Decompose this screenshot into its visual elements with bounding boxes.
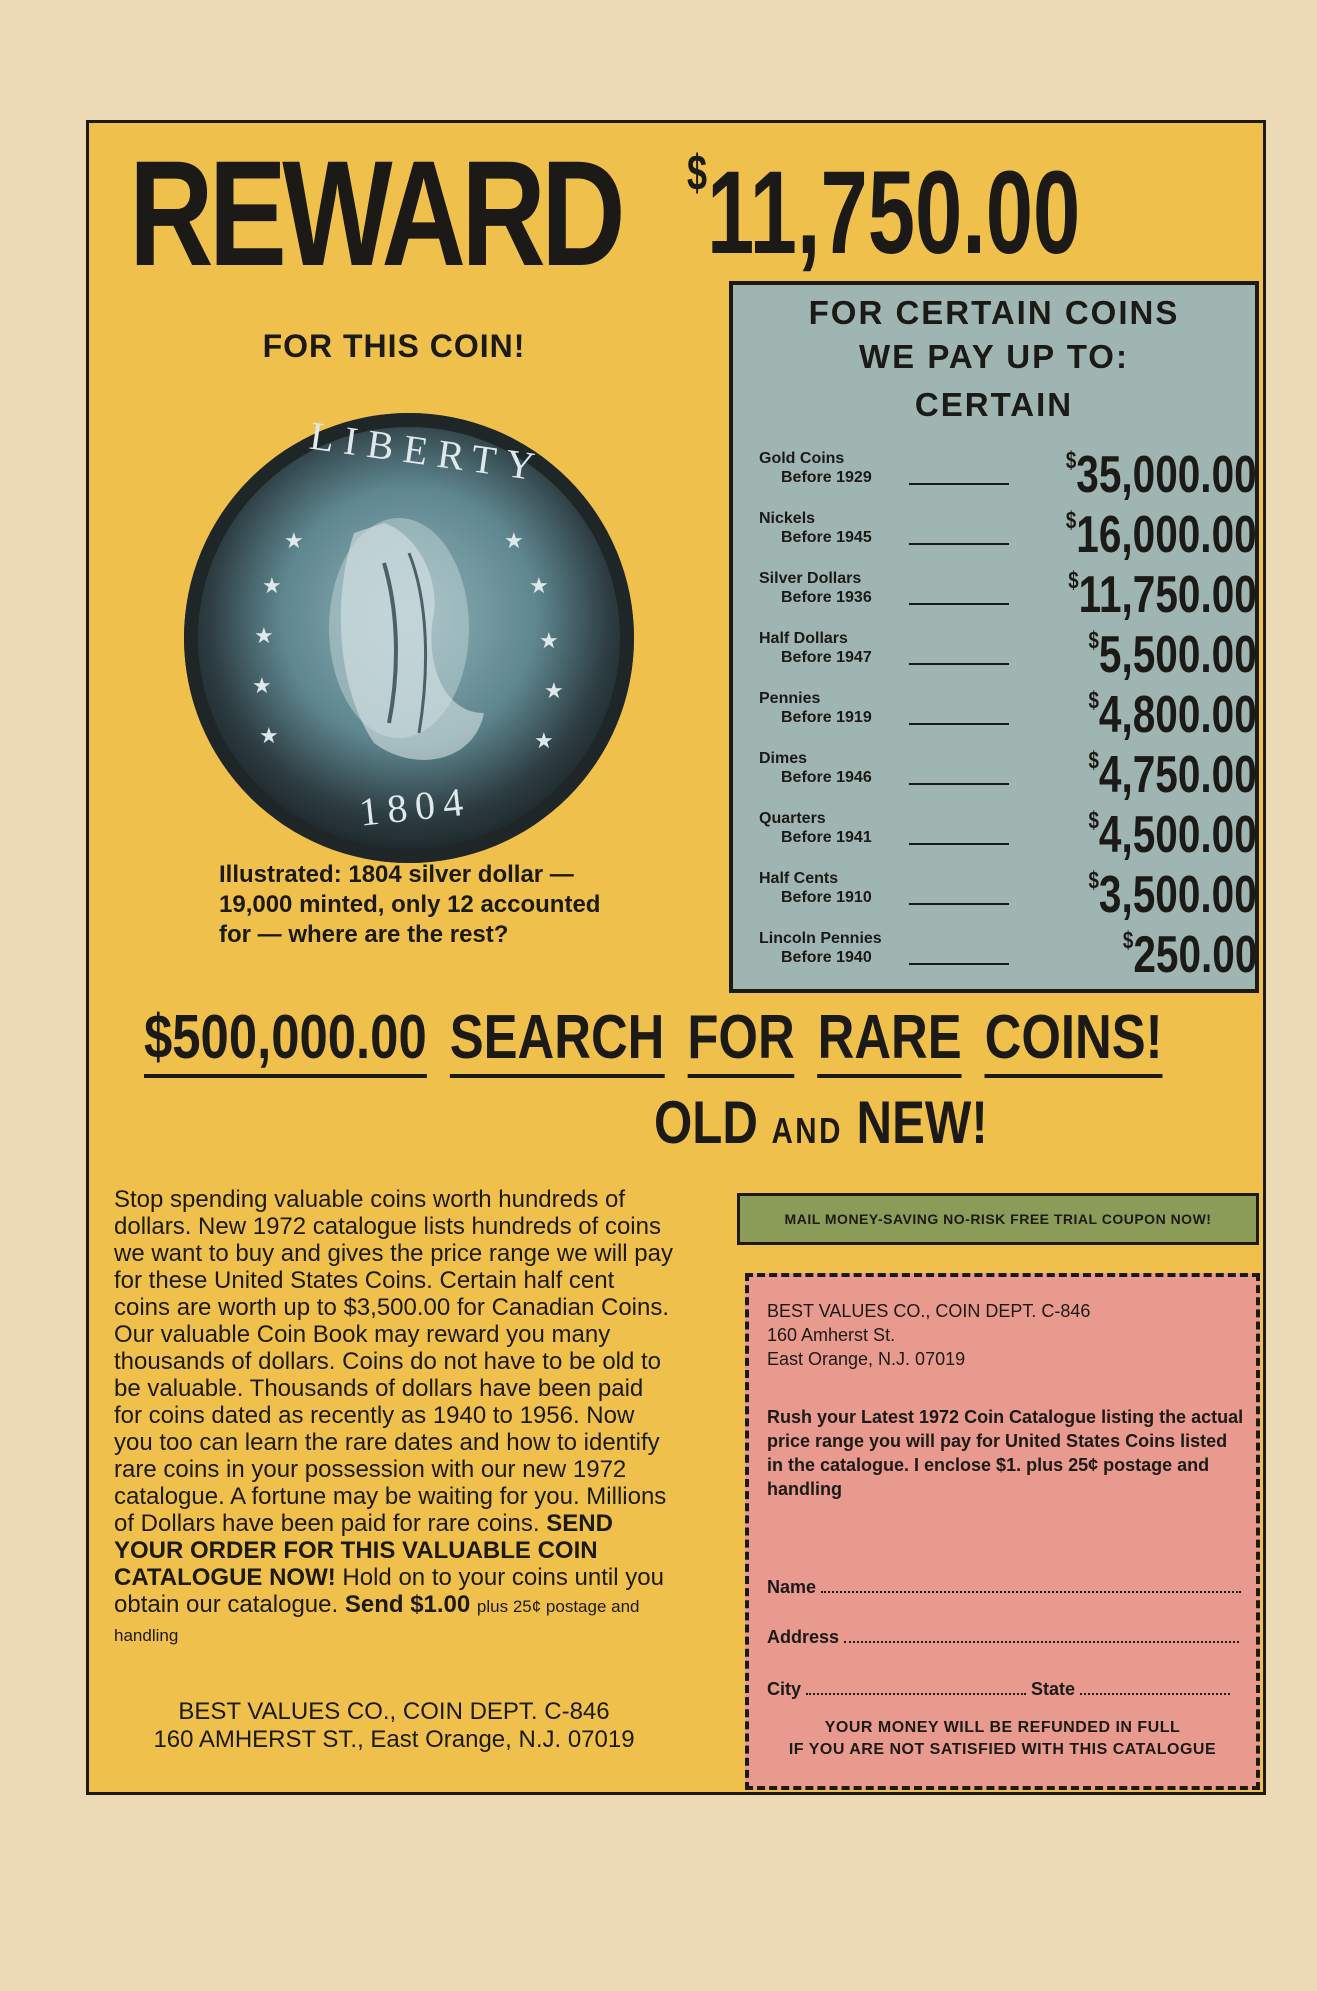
price-row xyxy=(759,626,1257,684)
search-headline xyxy=(144,1003,1163,1073)
leader-line xyxy=(909,783,1009,785)
star-icon: ★ xyxy=(544,678,564,703)
refund-notice: YOUR MONEY WILL BE REFUNDED IN FULL IF YOU ARE NOT SATISFIED WITH THIS CATALOGUE xyxy=(788,1719,1217,1758)
star-icon: ★ xyxy=(254,623,274,648)
city-line[interactable] xyxy=(806,1693,1026,1695)
search-word: COINS! xyxy=(985,1003,1163,1078)
coupon-address: BEST VALUES CO., COIN DEPT. C-846 160 Amherst St. East Orange, N.J. 07019 xyxy=(767,1301,1091,1369)
coin-advertisement xyxy=(86,120,1266,1795)
coin-caption: Illustrated: 1804 silver dollar — 19,000 minted, only 12 accounted for — where are the rest? xyxy=(219,861,601,948)
leader-line xyxy=(909,543,1009,545)
price-amount: $250.00 xyxy=(1122,926,1257,984)
address-line-input[interactable] xyxy=(844,1641,1239,1643)
star-icon: ★ xyxy=(284,528,304,553)
panel-heading-2: WE PAY UP TO: xyxy=(859,338,1129,375)
coin-type: Pennies Before 1919 xyxy=(759,690,872,726)
coin-type: Quarters Before 1941 xyxy=(759,810,872,846)
star-icon: ★ xyxy=(539,628,559,653)
star-icon: ★ xyxy=(259,723,279,748)
price-amount: $4,800.00 xyxy=(1088,686,1257,744)
search-word: FOR xyxy=(687,1003,794,1078)
price-row xyxy=(759,806,1257,864)
panel-heading-3: CERTAIN xyxy=(914,386,1074,423)
state-label: State xyxy=(1031,1679,1076,1699)
price-amount: $3,500.00 xyxy=(1088,866,1257,924)
price-amount: $4,750.00 xyxy=(1088,746,1257,804)
city-label: City xyxy=(767,1679,802,1699)
reward-amount xyxy=(687,128,1080,298)
search-word: $500,000.00 xyxy=(144,1003,427,1078)
price-row xyxy=(759,926,1257,984)
mail-coupon-banner: MAIL MONEY-SAVING NO-RISK FREE TRIAL COUPON NOW! xyxy=(737,1193,1259,1245)
search-word: RARE xyxy=(818,1003,962,1078)
coin-type: Half Dollars Before 1947 xyxy=(759,630,872,666)
reward-amount-value: 11,750.00 xyxy=(707,147,1081,279)
price-amount: $11,750.00 xyxy=(1068,566,1257,624)
star-icon: ★ xyxy=(504,528,524,553)
search-word: SEARCH xyxy=(450,1003,665,1078)
leader-line xyxy=(909,723,1009,725)
old-and-new-headline xyxy=(654,1088,988,1166)
price-row xyxy=(759,506,1257,564)
send-text: Send $1.00 xyxy=(344,1591,471,1618)
postage-text: plus 25¢ postage and handling xyxy=(114,1597,640,1645)
price-panel xyxy=(729,281,1259,993)
coin-type: Half Cents Before 1910 xyxy=(759,870,872,906)
call-to-action: SEND YOUR ORDER FOR THIS VALUABLE COIN CATALOGUE NOW! xyxy=(114,1510,613,1591)
dollar-sign: $ xyxy=(687,145,708,201)
coin-legend: LIBERTY xyxy=(307,412,548,491)
price-row xyxy=(759,446,1257,504)
new-word: NEW! xyxy=(856,1089,988,1156)
price-row xyxy=(759,746,1257,804)
leader-line xyxy=(909,483,1009,485)
name-label: Name xyxy=(767,1577,817,1597)
coin-year: 1804 xyxy=(356,778,474,835)
star-icon: ★ xyxy=(529,573,549,598)
hold-text: Hold on to your coins until you obtain our catalogue. xyxy=(114,1564,664,1618)
coin-type: Lincoln Pennies Before 1940 xyxy=(759,930,882,966)
price-row xyxy=(759,866,1257,924)
address-line: BEST VALUES CO., COIN DEPT. C-846 xyxy=(178,1698,610,1725)
name-field[interactable] xyxy=(767,1577,1245,1598)
coin-type: Silver Dollars Before 1936 xyxy=(759,570,872,606)
mailing-address xyxy=(114,1698,674,1754)
panel-heading-1: FOR CERTAIN COINS xyxy=(808,294,1180,331)
price-amount: $5,500.00 xyxy=(1088,626,1257,684)
address-label: Address xyxy=(767,1627,840,1647)
and-word: AND xyxy=(771,1110,843,1151)
star-icon: ★ xyxy=(534,728,554,753)
coin-type: Gold Coins Before 1929 xyxy=(759,450,872,486)
star-icon: ★ xyxy=(252,673,272,698)
reward-headline: REWARD xyxy=(129,129,621,297)
name-line[interactable] xyxy=(821,1591,1241,1593)
leader-line xyxy=(909,963,1009,965)
old-word: OLD xyxy=(654,1089,758,1156)
body-copy xyxy=(114,1186,674,1649)
address-field[interactable] xyxy=(767,1627,1245,1648)
body-text: Stop spending valuable coins worth hundreds of dollars. New 1972 catalogue lists hundreds of coins we want to buy and gives the price range we will pay for these United States Coins. Certain half cent coins are worth up to $3,500.00 for Canadian Coins. Our valuable Coin Book may reward you many thousands of dollars. Coins do not have to be old to be valuable. Thousands of dollars have been paid for coins dated as recently as 1940 to 1956. Now you too can learn the rare dates and how to identify rare coins in your possession with our new 1972 catalogue. A fortune may be waiting for you. Millions of Dollars have been paid for rare coins. xyxy=(114,1186,673,1537)
coin-type: Nickels Before 1945 xyxy=(759,510,872,546)
price-row xyxy=(759,566,1257,624)
coupon-text: Rush your Latest 1972 Coin Catalogue listing the actual price range you will pay for United States Coins listed in the catalogue. I enclose $1. plus 25¢ postage and handling xyxy=(767,1407,1244,1499)
coin-type: Dimes Before 1946 xyxy=(759,750,872,786)
price-amount: $4,500.00 xyxy=(1088,806,1257,864)
leader-line xyxy=(909,603,1009,605)
order-coupon[interactable] xyxy=(745,1273,1260,1790)
star-icon: ★ xyxy=(262,573,282,598)
leader-line xyxy=(909,903,1009,905)
price-row xyxy=(759,686,1257,744)
subheadline: FOR THIS COIN! xyxy=(262,328,526,364)
city-state-field[interactable] xyxy=(767,1679,1245,1700)
address-line: 160 AMHERST ST., East Orange, N.J. 07019 xyxy=(153,1726,635,1753)
price-amount: $35,000.00 xyxy=(1066,446,1257,504)
leader-line xyxy=(909,843,1009,845)
state-line[interactable] xyxy=(1080,1693,1230,1695)
leader-line xyxy=(909,663,1009,665)
price-amount: $16,000.00 xyxy=(1066,506,1257,564)
